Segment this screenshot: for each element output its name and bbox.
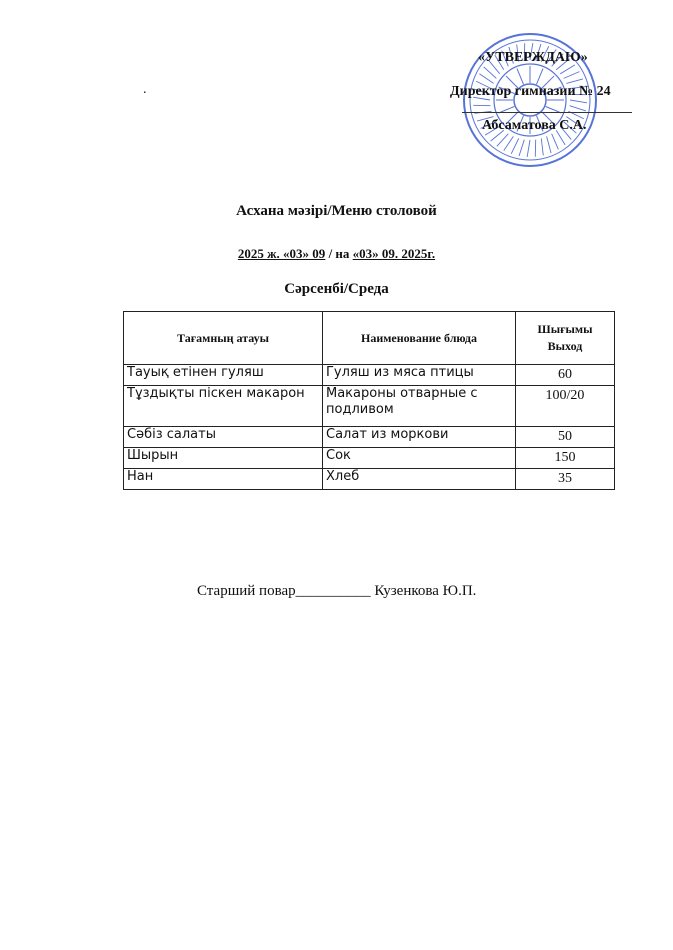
seal-glyph: [560, 65, 575, 74]
seal-glyph: [511, 138, 519, 153]
dish-kz: Тауық етінен гуляш: [124, 365, 323, 386]
dish-output: 100/20: [516, 386, 615, 427]
dish-kz: Нан: [124, 469, 323, 490]
dish-ru: Сок: [323, 448, 516, 469]
seal-glyph: [570, 106, 586, 111]
seal-glyph: [497, 134, 509, 147]
table-row: [124, 448, 615, 469]
table-row: [124, 427, 615, 448]
table-row: [124, 469, 615, 490]
menu-title: Асхана мәзірі/Меню столовой: [236, 203, 437, 219]
dish-output: 60: [516, 365, 615, 386]
stray-mark: .: [143, 82, 147, 97]
seal-glyph: [484, 67, 497, 79]
seal-glyph: [504, 136, 514, 150]
dish-output: 150: [516, 448, 615, 469]
seal-glyph: [566, 79, 583, 83]
seal-glyph: [541, 138, 543, 155]
header-dish-kz: Тағамның атауы: [124, 312, 323, 365]
approval-title: «УТВЕРЖДАЮ»: [478, 50, 588, 65]
header-output-kz: Шығымы: [537, 322, 593, 336]
date-from: 2025 ж. «03» 09: [237, 246, 326, 261]
date-separator: / на: [325, 246, 353, 261]
seal-glyph: [479, 74, 493, 84]
table-header-row: [124, 312, 615, 365]
table-row: [124, 365, 615, 386]
table-row: [124, 386, 615, 427]
seal-glyph: [527, 140, 530, 157]
dish-kz: Тұздықты піскен макарон: [124, 386, 323, 427]
seal-glyph: [564, 72, 580, 79]
seal-glyph: [552, 134, 559, 150]
menu-table: [123, 311, 615, 490]
header-output: [516, 312, 615, 365]
menu-day: Сәрсенбі/Среда: [284, 281, 389, 297]
date-to: «03» 09. 2025г.: [352, 246, 436, 261]
signature-line: [462, 112, 632, 113]
seal-ray: [517, 69, 524, 85]
dish-ru: Гуляш из мяса птицы: [323, 365, 516, 386]
dish-ru: Хлеб: [323, 469, 516, 490]
seal-glyph: [519, 140, 524, 156]
menu-date: [0, 246, 673, 262]
head-cook-signature: Старший повар__________ Кузенкова Ю.П.: [197, 583, 477, 599]
seal-ray: [537, 69, 544, 85]
dish-ru: Макароны отварные с подливом: [323, 386, 516, 427]
dish-output: 50: [516, 427, 615, 448]
header-dish-ru: Наименование блюда: [323, 312, 516, 365]
seal-glyph: [570, 100, 587, 103]
dish-ru: Салат из моркови: [323, 427, 516, 448]
dish-kz: Сәбіз салаты: [124, 427, 323, 448]
dish-kz: Шырын: [124, 448, 323, 469]
seal-glyph: [547, 136, 551, 153]
approval-position: Директор гимназии № 24: [450, 84, 611, 99]
dish-output: 35: [516, 469, 615, 490]
header-output-ru: Выход: [547, 339, 583, 353]
approval-name: Абсаматова С.А.: [482, 118, 587, 133]
